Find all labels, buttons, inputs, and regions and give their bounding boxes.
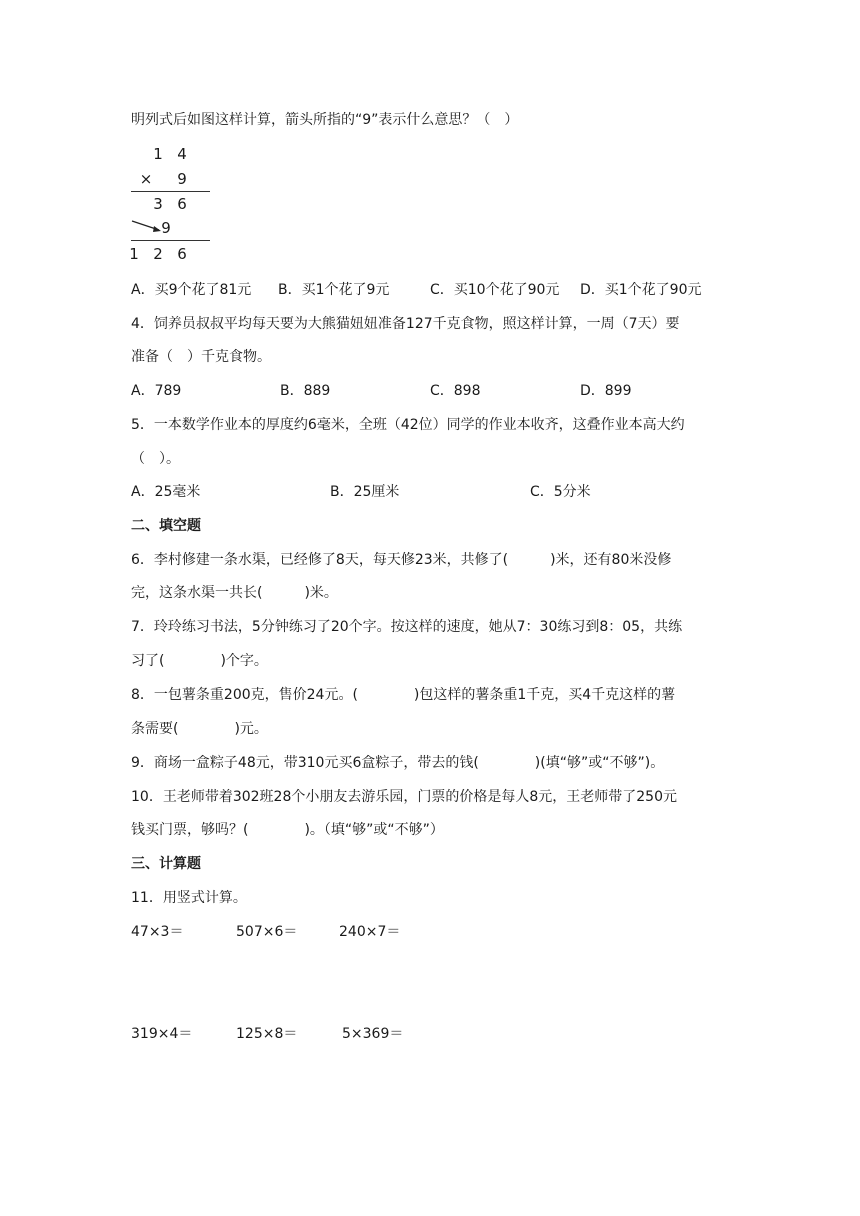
- arrow-target-digit: 9: [161, 219, 171, 237]
- q10-line-1: 10．王老师带着302班28个小朋友去游乐园，门票的价格是每人8元，王老师带了250元: [131, 789, 677, 805]
- q3-option-c: C．买10个花了90元: [430, 282, 560, 298]
- calc-digit: 4: [177, 145, 187, 163]
- calc-rule: [131, 240, 210, 241]
- calc-digit: 3: [153, 195, 163, 213]
- q11-expression: 47×3＝: [131, 924, 184, 940]
- q11-expression: 507×6＝: [236, 924, 298, 940]
- q4-line-1: 4．饲养员叔叔平均每天要为大熊猫妞妞准备127千克食物，照这样计算，一周（7天）要: [131, 316, 680, 332]
- q5-option-c: C．5分米: [530, 484, 591, 500]
- q3-option-b: B．买1个花了9元: [278, 282, 390, 298]
- vertical-multiplication: [131, 142, 211, 272]
- q9-line-1: 9．商场一盒粽子48元，带310元买6盒粽子，带去的钱( )(填“够”或“不够”)。: [131, 755, 665, 771]
- q5-line-2: （ ）。: [131, 451, 180, 467]
- q4-option-c: C．898: [430, 383, 481, 399]
- q8-line-2: 条需要( )元。: [131, 721, 268, 737]
- q5-option-a: A．25毫米: [131, 484, 201, 500]
- q4-option-a: A．789: [131, 383, 182, 399]
- q5-line-1: 5．一本数学作业本的厚度约6毫米，全班（42位）同学的作业本收齐，这叠作业本高大约: [131, 417, 685, 433]
- calc-digit: 9: [177, 170, 187, 188]
- q6-line-1: 6．李村修建一条水渠，已经修了8天，每天修23米，共修了( )米，还有80米没修: [131, 552, 672, 568]
- arrow-icon: [131, 142, 171, 242]
- q10-line-2: 钱买门票，够吗？( )。（填“够”或“不够”）: [131, 822, 444, 838]
- calc-digit: 6: [177, 195, 187, 213]
- q11-expression: 125×8＝: [236, 1026, 298, 1042]
- q6-line-2: 完，这条水渠一共长( )米。: [131, 585, 338, 601]
- calc-digit: 1: [129, 245, 139, 263]
- times-sign: ×: [139, 170, 153, 188]
- q4-line-2: 准备（ ）千克食物。: [131, 349, 271, 365]
- calc-digit: 2: [153, 245, 163, 263]
- q7-line-2: 习了( )个字。: [131, 653, 268, 669]
- q4-option-b: B．889: [280, 383, 331, 399]
- section-heading-fill-in: 二、填空题: [131, 518, 201, 534]
- q3-option-d: D．买1个花了90元: [580, 282, 702, 298]
- q5-option-b: B．25厘米: [330, 484, 400, 500]
- q11-expression: 240×7＝: [339, 924, 401, 940]
- q11-expression: 319×4＝: [131, 1026, 193, 1042]
- q4-option-d: D．899: [580, 383, 632, 399]
- q3-stem: 明列式后如图这样计算，箭头所指的“9”表示什么意思？（ ）: [131, 112, 519, 128]
- section-heading-calculation: 三、计算题: [131, 856, 201, 872]
- calc-digit: 6: [177, 245, 187, 263]
- q3-option-a: A．买9个花了81元: [131, 282, 252, 298]
- q11-expression: 5×369＝: [342, 1026, 404, 1042]
- q11-stem: 11．用竖式计算。: [131, 890, 247, 906]
- q7-line-1: 7．玲玲练习书法，5分钟练习了20个字。按这样的速度，她从7：30练习到8：05，共练: [131, 619, 683, 635]
- calc-digit: 1: [153, 145, 163, 163]
- q8-line-1: 8．一包薯条重200克，售价24元。( )包这样的薯条重1千克，买4千克这样的薯: [131, 687, 676, 703]
